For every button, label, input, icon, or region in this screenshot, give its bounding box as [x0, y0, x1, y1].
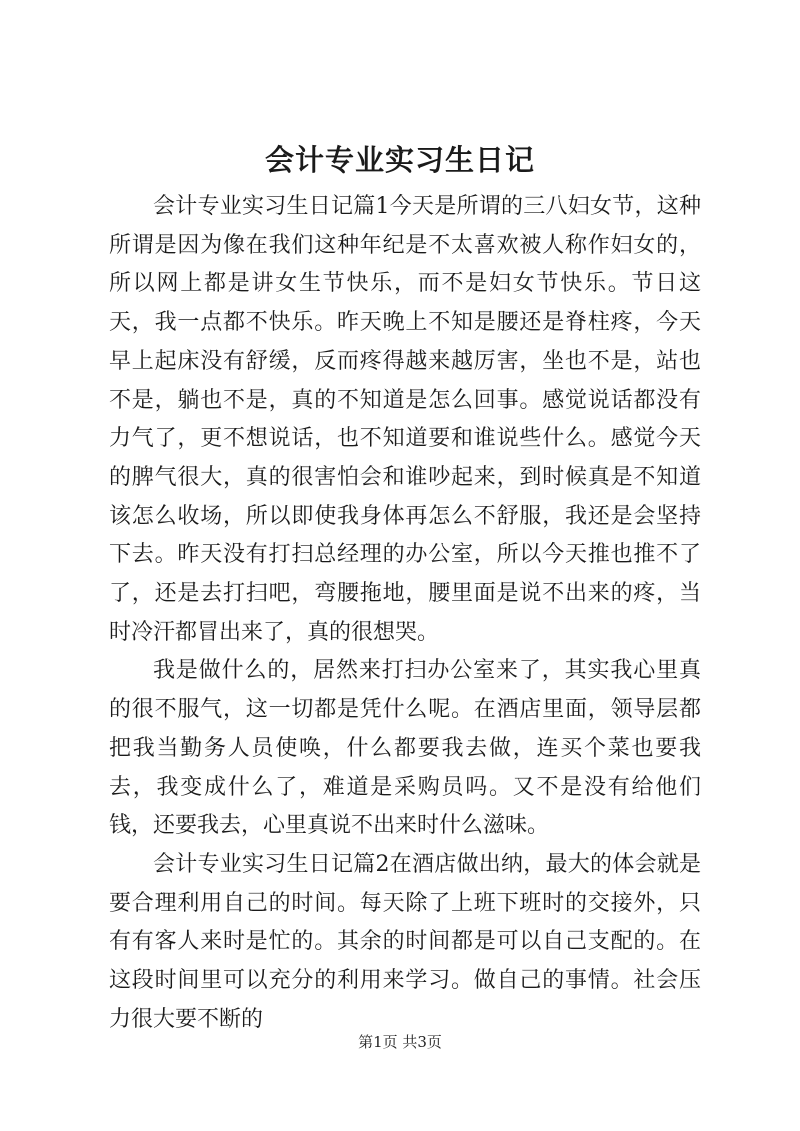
page-footer: 第1页 共3页: [358, 1033, 442, 1051]
paragraph-1: 会计专业实习生日记篇1今天是所谓的三八妇女节，这种所谓是因为像在我们这种年纪是不太喜欢被人称作妇女的，所以网上都是讲女生节快乐，而不是妇女节快乐。节日这天，我一点都不快乐。昨天晚上不知是腰还是脊柱疼，今天早上起床没有舒缓，反而疼得越来越厉害，坐也不是，站也不是，躺也不是，真的不知道是怎么回事。感觉说话都没有力气了，更不想说话，也不知道要和谁说些什么。感觉今天的脾气很大，真的很害怕会和谁吵起来，到时候真是不知道该怎么收场，所以即使我身体再怎么不舒服，我还是会坚持下去。昨天没有打扫总经理的办公室，所以今天推也推不了了，还是去打扫吧，弯腰拖地，腰里面是说不出来的疼，当时冷汗都冒出来了，真的很想哭。: [109, 194, 701, 645]
paragraph-3: 会计专业实习生日记篇2在酒店做出纳，最大的体会就是要合理利用自己的时间。每天除了上班下班时的交接外，只有有客人来时是忙的。其余的时间都是可以自己支配的。在这段时间里可以充分的利用来学习。做自己的事情。社会压力很大要不断的: [109, 851, 701, 1032]
paragraph-2: 我是做什么的，居然来打扫办公室来了，其实我心里真的很不服气，这一切都是凭什么呢。在酒店里面，领导层都把我当勤务人员使唤，什么都要我去做，连买个菜也要我去，我变成什么了，难道是采购员吗。又不是没有给他们钱，还要我去，心里真说不出来时什么滋味。: [109, 658, 701, 839]
document-body: [109, 188, 701, 1039]
document-title: 会计专业实习生日记: [264, 143, 535, 177]
